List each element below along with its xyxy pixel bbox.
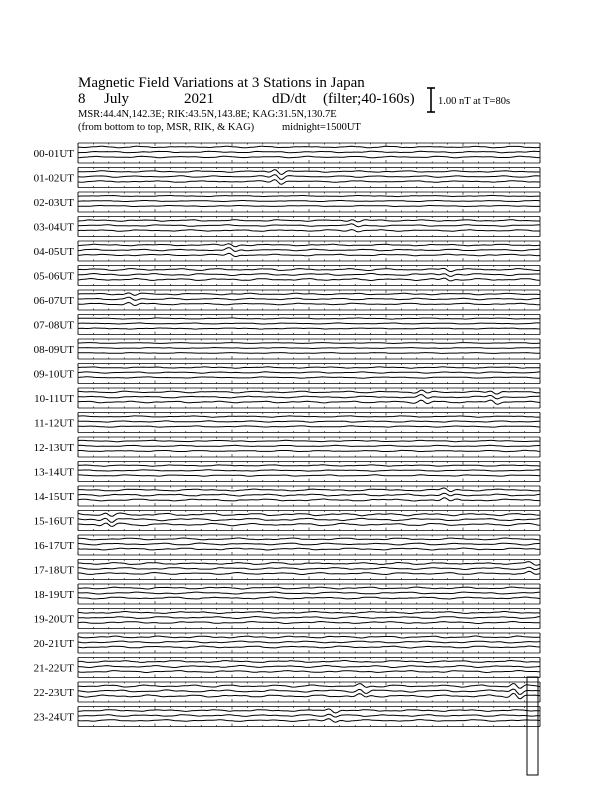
panel-label: 04-05UT — [33, 246, 74, 258]
trace-MSR — [78, 597, 540, 599]
trace-RIK — [78, 395, 540, 399]
panel-label: 13-14UT — [33, 466, 74, 479]
trace-MSR — [78, 622, 540, 624]
panel-label: 06-07UT — [33, 295, 74, 307]
trace-MSR — [78, 206, 540, 207]
trace-MSR — [78, 400, 540, 404]
trace-RIK — [78, 641, 540, 643]
trace-RIK — [78, 151, 540, 152]
trace-KAG — [78, 244, 540, 247]
trace-KAG — [78, 709, 540, 713]
trace-MSR — [78, 693, 540, 698]
trace-KAG — [78, 612, 540, 614]
trace-KAG — [78, 440, 540, 441]
panel-19-20UT — [34, 609, 540, 629]
trace-RIK — [78, 714, 540, 717]
panel-09-10UT — [34, 364, 540, 384]
chart-title: Magnetic Field Variations at 3 Stations in Japan — [78, 75, 365, 91]
date-month: July — [104, 91, 130, 107]
midnight-note: midnight=1500UT — [282, 122, 361, 133]
trace-MSR — [78, 646, 540, 648]
trace-MSR — [78, 353, 540, 354]
panel-13-14UT — [34, 462, 540, 482]
panel-label: 22-23UT — [33, 687, 74, 699]
panel-label: 18-19UT — [33, 589, 74, 601]
station-coordinates: MSR:44.4N,142.3E; RIK:43.5N,143.8E; KAG:31.5N,130.7E — [78, 109, 337, 120]
panel-18-19UT — [34, 584, 540, 604]
trace-MSR — [78, 475, 540, 476]
panel-06-07UT — [34, 290, 540, 310]
trace-RIK — [78, 274, 540, 277]
trace-MSR — [78, 426, 540, 427]
trace-MSR — [78, 523, 540, 526]
trace-MSR — [78, 156, 540, 158]
trace-KAG — [78, 318, 540, 319]
trace-RIK — [78, 543, 540, 545]
panel-label: 19-20UT — [33, 613, 74, 626]
panel-label: 01-02UT — [33, 172, 74, 185]
panel-label: 16-17UT — [33, 540, 74, 552]
trace-KAG — [78, 220, 540, 222]
panel-03-04UT — [34, 217, 540, 237]
panel-01-02UT — [34, 168, 540, 188]
panel-22-23UT — [34, 682, 540, 702]
trace-RIK — [78, 518, 540, 522]
date-year: 2021 — [184, 91, 214, 107]
trace-MSR — [78, 180, 540, 185]
trace-RIK — [78, 567, 540, 569]
panel-17-18UT — [34, 560, 540, 580]
trace-MSR — [78, 671, 540, 673]
scale-label: 1.00 nT at T=80s — [438, 96, 511, 107]
trace-MSR — [78, 328, 540, 329]
trace-KAG — [78, 367, 540, 368]
trace-RIK — [78, 323, 540, 324]
trace-MSR — [78, 377, 540, 378]
panel-label: 07-08UT — [33, 319, 74, 332]
panel-label: 14-15UT — [33, 491, 74, 503]
trace-RIK — [78, 666, 540, 668]
filter-label: (filter;40-160s) — [323, 91, 415, 107]
panel-14-15UT — [34, 486, 540, 506]
panel-16-17UT — [34, 535, 540, 555]
trace-RIK — [78, 201, 540, 202]
panel-label: 09-10UT — [33, 368, 74, 381]
trace-MSR — [78, 719, 540, 723]
trace-MSR — [78, 498, 540, 501]
panel-10-11UT — [34, 388, 540, 408]
trace-MSR — [78, 548, 540, 550]
panel-00-01UT — [34, 143, 540, 163]
panel-05-06UT — [34, 266, 540, 286]
panel-12-13UT — [34, 437, 540, 457]
panel-label: 15-16UT — [33, 515, 74, 528]
overflow-box — [527, 677, 538, 775]
station-order-note: (from bottom to top, MSR, RIK, & KAG) — [78, 122, 255, 133]
trace-RIK — [78, 617, 540, 619]
panel-20-21UT — [34, 633, 540, 653]
panel-07-08UT — [34, 315, 540, 335]
trace-KAG — [78, 416, 540, 417]
panel-11-12UT — [34, 413, 540, 433]
panel-label: 00-01UT — [33, 148, 74, 160]
panel-label: 17-18UT — [33, 564, 74, 577]
trace-RIK — [78, 592, 540, 594]
panel-08-09UT — [34, 339, 540, 359]
trace-MSR — [78, 450, 540, 451]
panel-label: 12-13UT — [33, 442, 74, 454]
panel-15-16UT — [34, 511, 540, 531]
hourly-panels — [34, 143, 540, 727]
trace-RIK — [78, 348, 540, 349]
panel-label: 21-22UT — [33, 662, 74, 675]
trace-RIK — [78, 493, 540, 496]
panel-label: 20-21UT — [33, 638, 74, 650]
trace-MSR — [78, 571, 540, 574]
panel-label: 08-09UT — [33, 344, 74, 356]
panel-23-24UT — [34, 707, 540, 727]
trace-RIK — [78, 470, 540, 471]
trace-KAG — [78, 538, 540, 540]
trace-RIK — [78, 421, 540, 422]
trace-KAG — [78, 268, 540, 271]
trace-RIK — [78, 689, 540, 694]
trace-MSR — [78, 230, 540, 232]
trace-KAG — [78, 465, 540, 466]
trace-RIK — [78, 445, 540, 446]
trace-RIK — [78, 297, 540, 300]
date-day: 8 — [78, 91, 86, 107]
trace-KAG — [78, 343, 540, 344]
trace-KAG — [78, 661, 540, 663]
panel-label: 05-06UT — [33, 270, 74, 283]
trace-MSR — [78, 278, 540, 281]
trace-MSR — [78, 253, 540, 256]
trace-MSR — [78, 303, 540, 306]
trace-KAG — [78, 293, 540, 295]
trace-KAG — [78, 195, 540, 196]
trace-RIK — [78, 224, 540, 227]
trace-KAG — [78, 587, 540, 589]
panel-label: 10-11UT — [34, 393, 74, 405]
panel-label: 03-04UT — [33, 221, 74, 234]
scale-bar — [427, 88, 435, 112]
panel-label: 11-12UT — [34, 417, 74, 430]
quantity-label: dD/dt — [272, 91, 307, 107]
panel-label: 23-24UT — [33, 711, 74, 724]
panel-02-03UT — [34, 192, 540, 212]
trace-KAG — [78, 636, 540, 638]
panel-21-22UT — [34, 658, 540, 678]
panel-04-05UT — [34, 241, 540, 261]
trace-RIK — [78, 372, 540, 373]
trace-RIK — [78, 175, 540, 180]
panel-label: 02-03UT — [33, 197, 74, 209]
trace-KAG — [78, 146, 540, 148]
trace-RIK — [78, 248, 540, 252]
